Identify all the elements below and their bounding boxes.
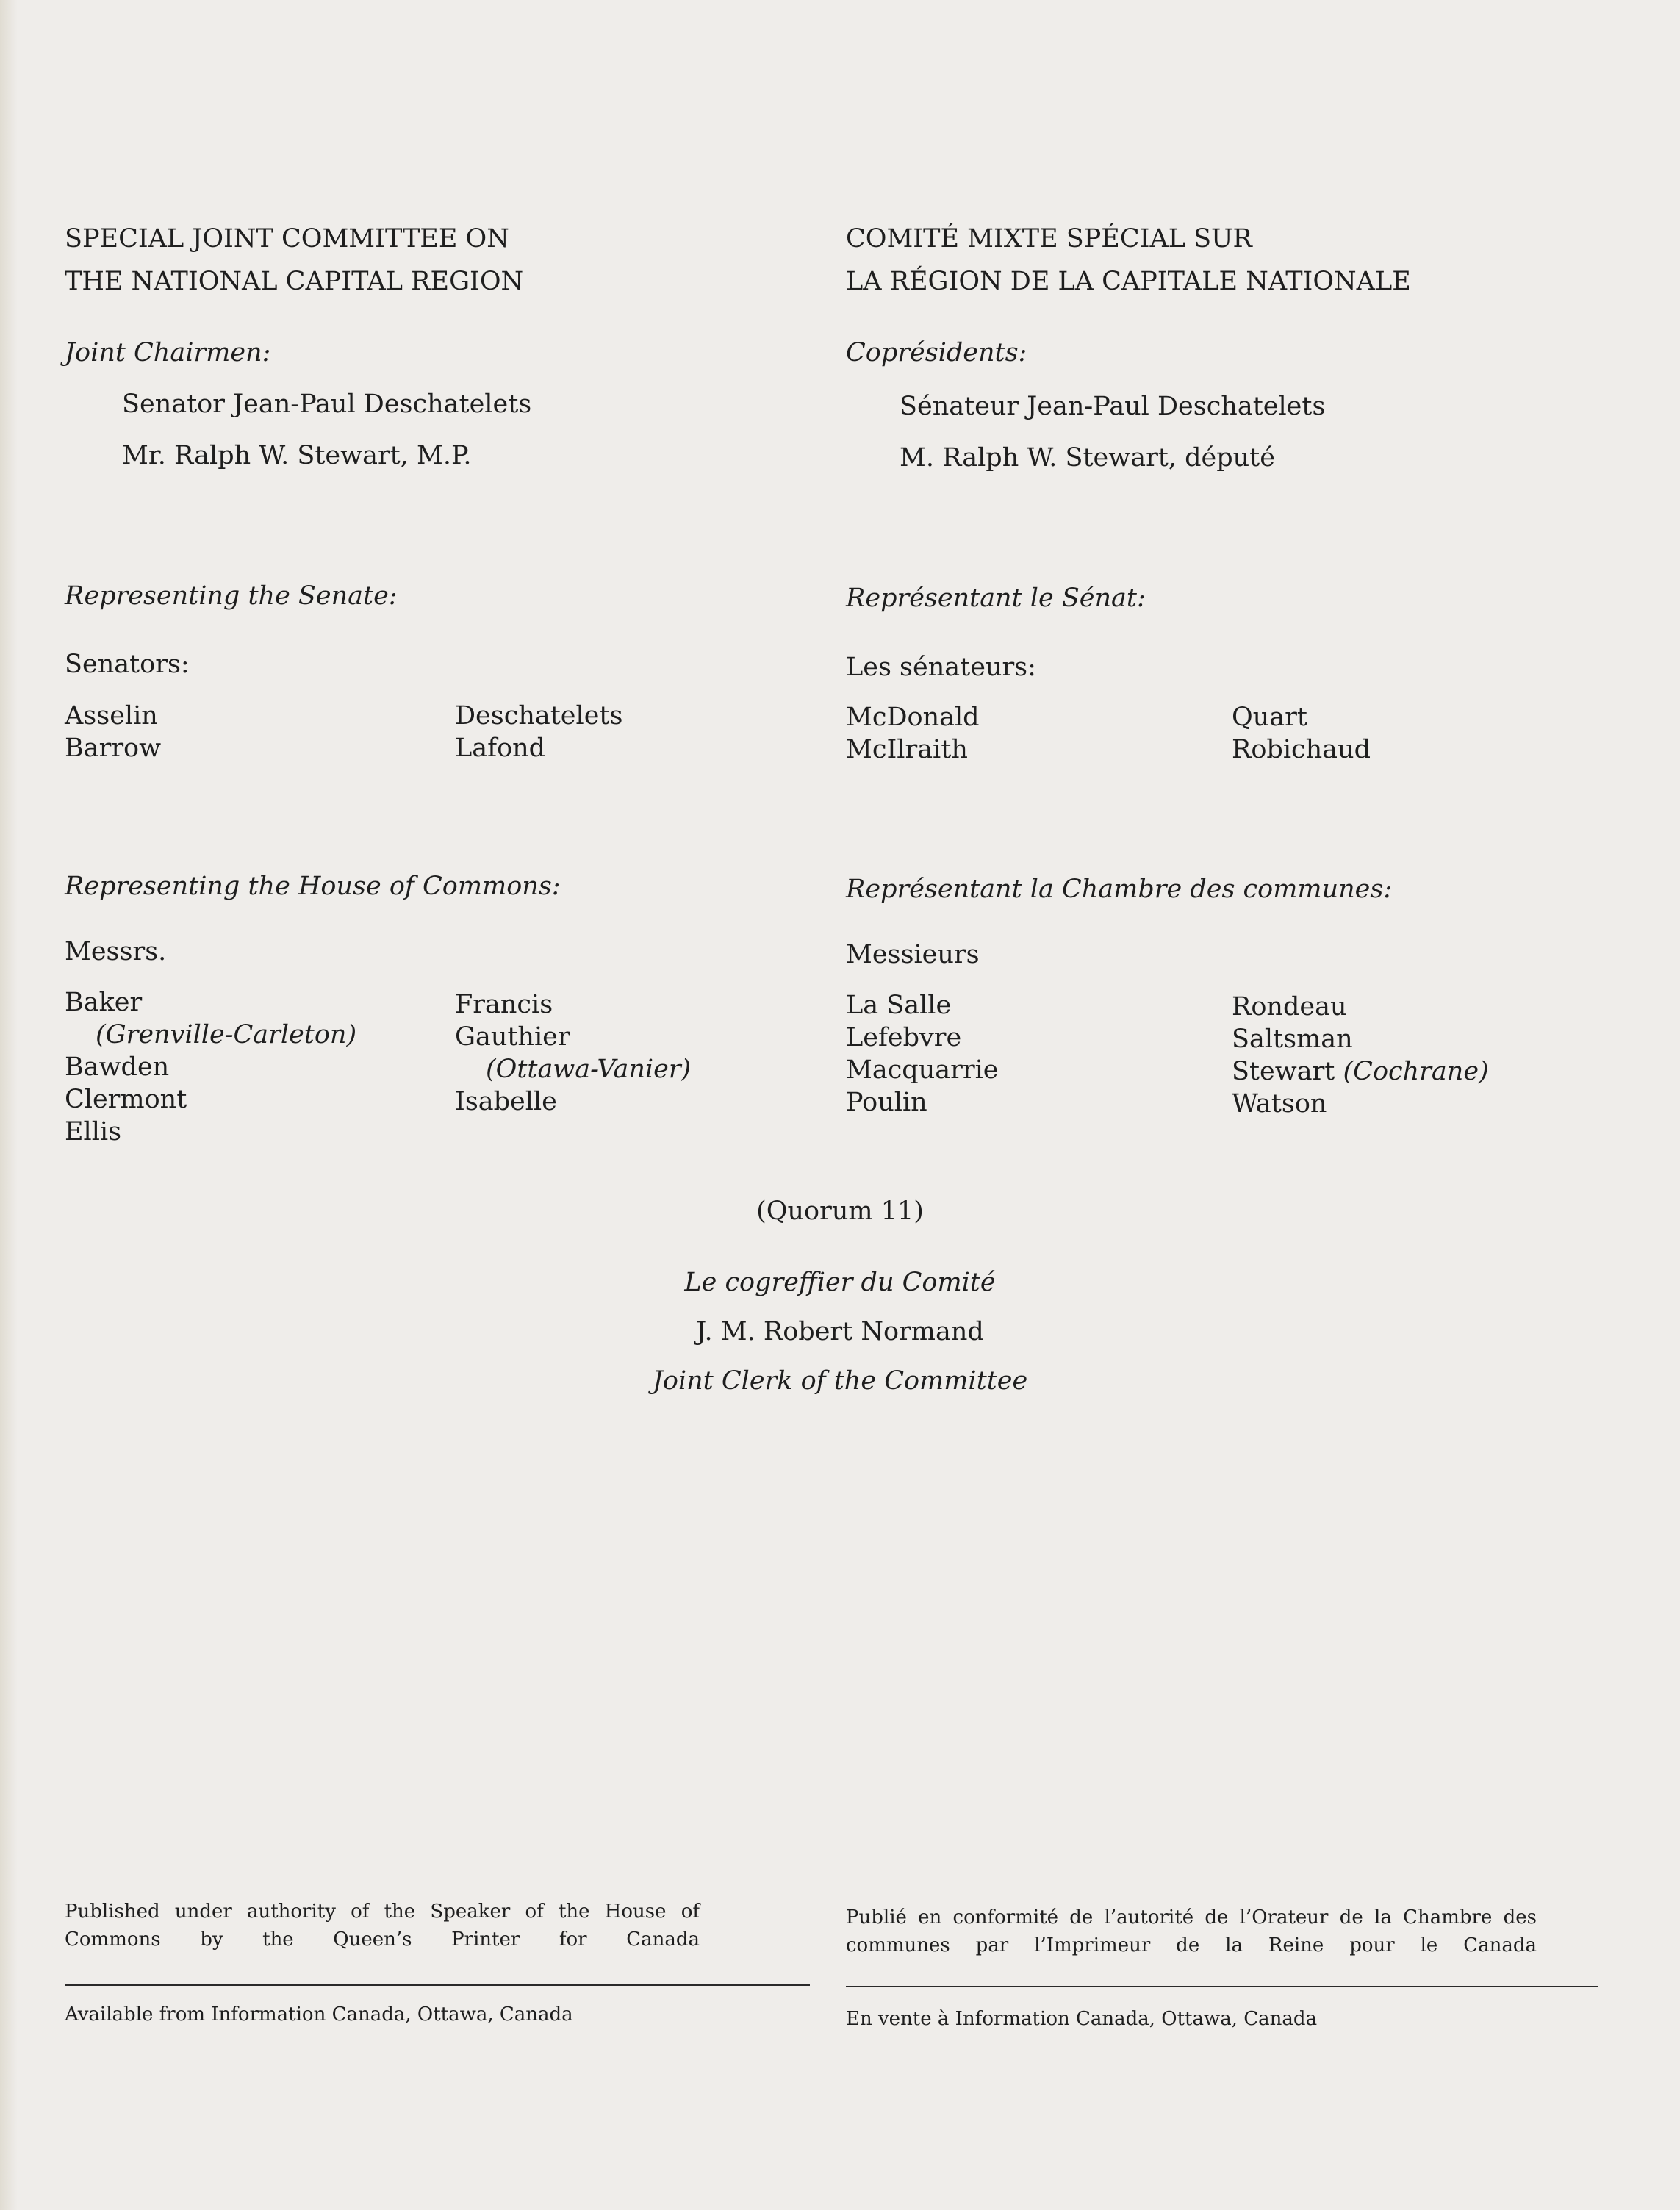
member-name: Isabelle	[455, 1087, 557, 1116]
french-committee-title	[846, 218, 1411, 303]
french-available-notice: En vente à Information Canada, Ottawa, Canada	[846, 2008, 1318, 2030]
member-name: Macquarrie	[846, 1055, 999, 1085]
english-chairmen-label: Joint Chairmen:	[65, 338, 271, 367]
member-name: Baker	[65, 988, 143, 1017]
english-commons-col1	[65, 986, 356, 1148]
member-name: Francis	[455, 990, 553, 1019]
french-senators-col2	[1232, 701, 1371, 766]
senator-name: Robichaud	[1232, 735, 1371, 764]
french-committee-line2: LA RÉGION DE LA CAPITALE NATIONALE	[846, 267, 1411, 296]
french-chairmen-label: Coprésidents:	[846, 338, 1027, 367]
member-name: Stewart	[1232, 1057, 1335, 1086]
french-senators-label: Les sénateurs:	[846, 653, 1036, 682]
quorum: (Quorum 11)	[756, 1197, 924, 1226]
member-name: Clermont	[65, 1085, 187, 1114]
english-committee-line1: SPECIAL JOINT COMMITTEE ON	[65, 224, 509, 254]
member-name: Ellis	[65, 1117, 122, 1147]
english-committee-line2: THE NATIONAL CAPITAL REGION	[65, 267, 524, 296]
member-name: Saltsman	[1232, 1025, 1353, 1054]
french-chair-2: M. Ralph W. Stewart, député	[900, 443, 1275, 473]
member-name: Bawden	[65, 1052, 170, 1082]
member-name-with-riding	[1232, 1055, 1489, 1088]
clerk-name: J. M. Robert Normand	[696, 1317, 984, 1346]
member-name: Lefebvre	[846, 1023, 962, 1052]
member-name: La Salle	[846, 991, 952, 1020]
senator-name: Asselin	[65, 701, 158, 731]
english-commons-col2	[455, 989, 691, 1118]
french-published-notice: Publié en conformité de l’autorité de l’Orateur de la Chambre des communes par l’Imprimeur de la Reine pour le Canada	[846, 1906, 1537, 1956]
member-riding: (Grenville-Carleton)	[96, 1020, 357, 1050]
french-footer-rule	[846, 1986, 1598, 1987]
french-commons-label: Représentant la Chambre des communes:	[846, 875, 1393, 904]
member-name: Watson	[1232, 1089, 1327, 1119]
english-senators-label: Senators:	[65, 650, 190, 679]
senator-name: Lafond	[455, 733, 546, 763]
french-senators-col1	[846, 701, 980, 766]
senator-name: McDonald	[846, 703, 980, 732]
english-senators-col1	[65, 700, 161, 764]
clerk-title-french: Le cogreffier du Comité	[684, 1268, 996, 1297]
member-name: Gauthier	[455, 1022, 570, 1052]
english-available-notice: Available from Information Canada, Ottawa, Canada	[65, 2003, 573, 2026]
senator-name: McIlraith	[846, 735, 968, 764]
english-chair-1: Senator Jean-Paul Deschatelets	[122, 390, 532, 419]
english-senators-col2	[455, 700, 622, 764]
senator-name: Deschatelets	[455, 701, 623, 731]
english-published-notice: Published under authority of the Speaker of the House of Commons by the Queen’s Printer for Canada	[65, 1901, 700, 1951]
english-committee-title	[65, 218, 523, 303]
french-chair-1: Sénateur Jean-Paul Deschatelets	[900, 392, 1326, 421]
clerk-title-english: Joint Clerk of the Committee	[652, 1366, 1028, 1396]
english-chair-2: Mr. Ralph W. Stewart, M.P.	[122, 441, 472, 470]
french-messrs-label: Messieurs	[846, 940, 980, 969]
member-riding: (Ottawa-Vanier)	[486, 1055, 692, 1084]
senator-name: Barrow	[65, 733, 162, 763]
french-commons-col2	[1232, 991, 1489, 1120]
english-messrs-label: Messrs.	[65, 937, 167, 966]
member-riding: (Cochrane)	[1343, 1057, 1489, 1086]
member-name: Poulin	[846, 1088, 927, 1117]
senator-name: Quart	[1232, 703, 1307, 732]
french-senate-label: Représentant le Sénat:	[846, 584, 1146, 613]
french-commons-col1	[846, 989, 999, 1119]
english-footer-rule	[65, 1984, 810, 1986]
member-name: Rondeau	[1232, 992, 1347, 1022]
french-committee-line1: COMITÉ MIXTE SPÉCIAL SUR	[846, 224, 1252, 254]
english-senate-label: Representing the Senate:	[65, 581, 398, 611]
english-commons-label: Representing the House of Commons:	[65, 872, 561, 901]
page-spine-shadow	[0, 0, 18, 2210]
